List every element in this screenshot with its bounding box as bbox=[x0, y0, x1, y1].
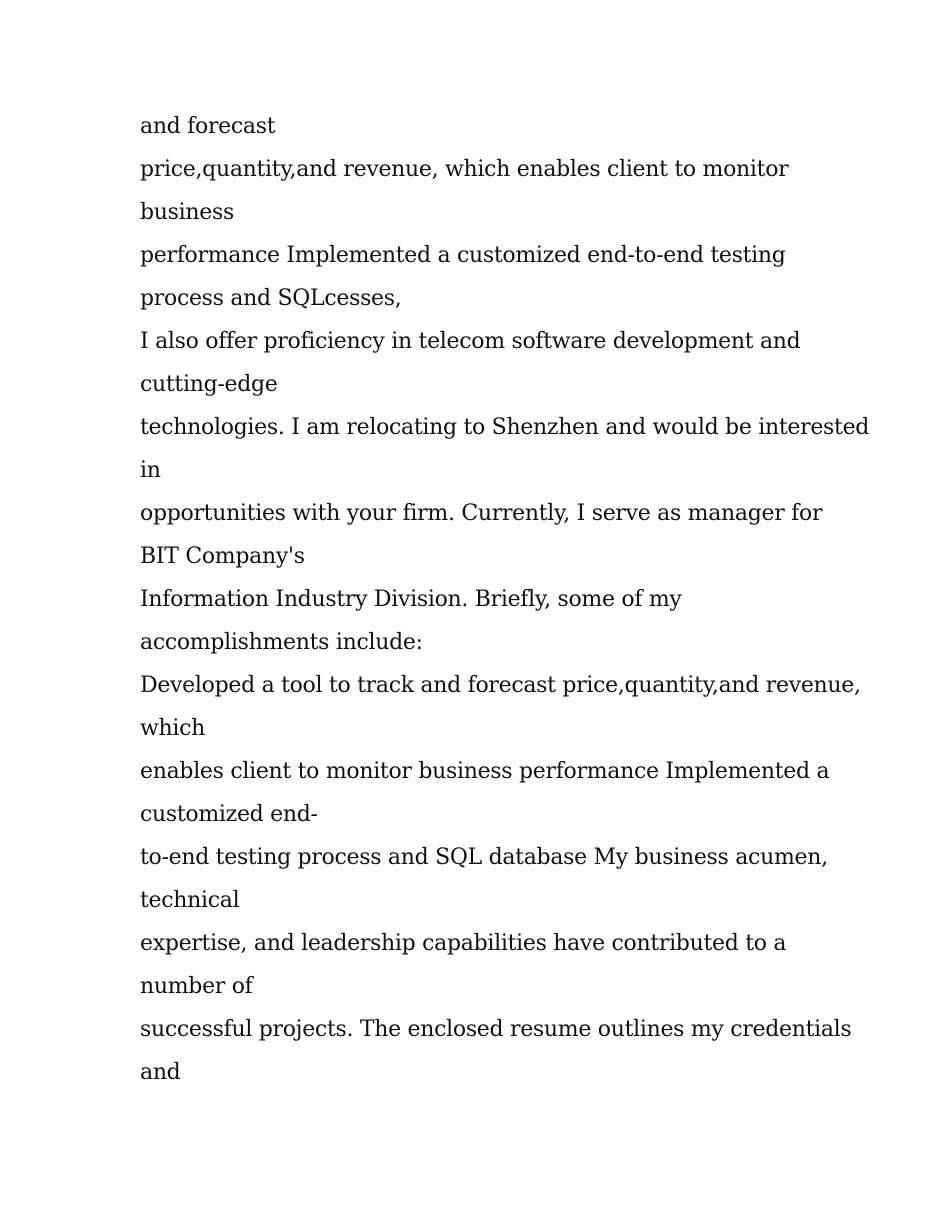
text-line: and bbox=[140, 1060, 181, 1085]
text-line: cutting-edge bbox=[140, 372, 278, 397]
text-line: technologies. I am relocating to Shenzhen and would be interested bbox=[140, 415, 870, 440]
text-line: customized end- bbox=[140, 802, 318, 827]
body-text bbox=[140, 105, 870, 1094]
text-line: enables client to monitor business performance Implemented a bbox=[140, 759, 830, 784]
text-line: technical bbox=[140, 888, 240, 913]
text-line: Developed a tool to track and forecast price,quantity,and revenue, bbox=[140, 673, 861, 698]
text-line: in bbox=[140, 458, 161, 483]
text-line: accomplishments include: bbox=[140, 630, 423, 655]
text-line: price,quantity,and revenue, which enables client to monitor bbox=[140, 157, 789, 182]
text-line: opportunities with your firm. Currently, I serve as manager for bbox=[140, 501, 823, 526]
text-line: expertise, and leadership capabilities have contributed to a bbox=[140, 931, 787, 956]
text-line: which bbox=[140, 716, 206, 741]
text-line: process and SQLcesses, bbox=[140, 286, 402, 311]
text-line: business bbox=[140, 200, 234, 225]
text-line: to-end testing process and SQL database My business acumen, bbox=[140, 845, 828, 870]
text-line: performance Implemented a customized end-to-end testing bbox=[140, 243, 786, 268]
text-line: BIT Company's bbox=[140, 544, 305, 569]
text-line: Information Industry Division. Briefly, some of my bbox=[140, 587, 682, 612]
text-line: successful projects. The enclosed resume outlines my credentials bbox=[140, 1017, 852, 1042]
text-line: and forecast bbox=[140, 114, 276, 139]
text-line: number of bbox=[140, 974, 253, 999]
text-line: I also offer proficiency in telecom software development and bbox=[140, 329, 801, 354]
